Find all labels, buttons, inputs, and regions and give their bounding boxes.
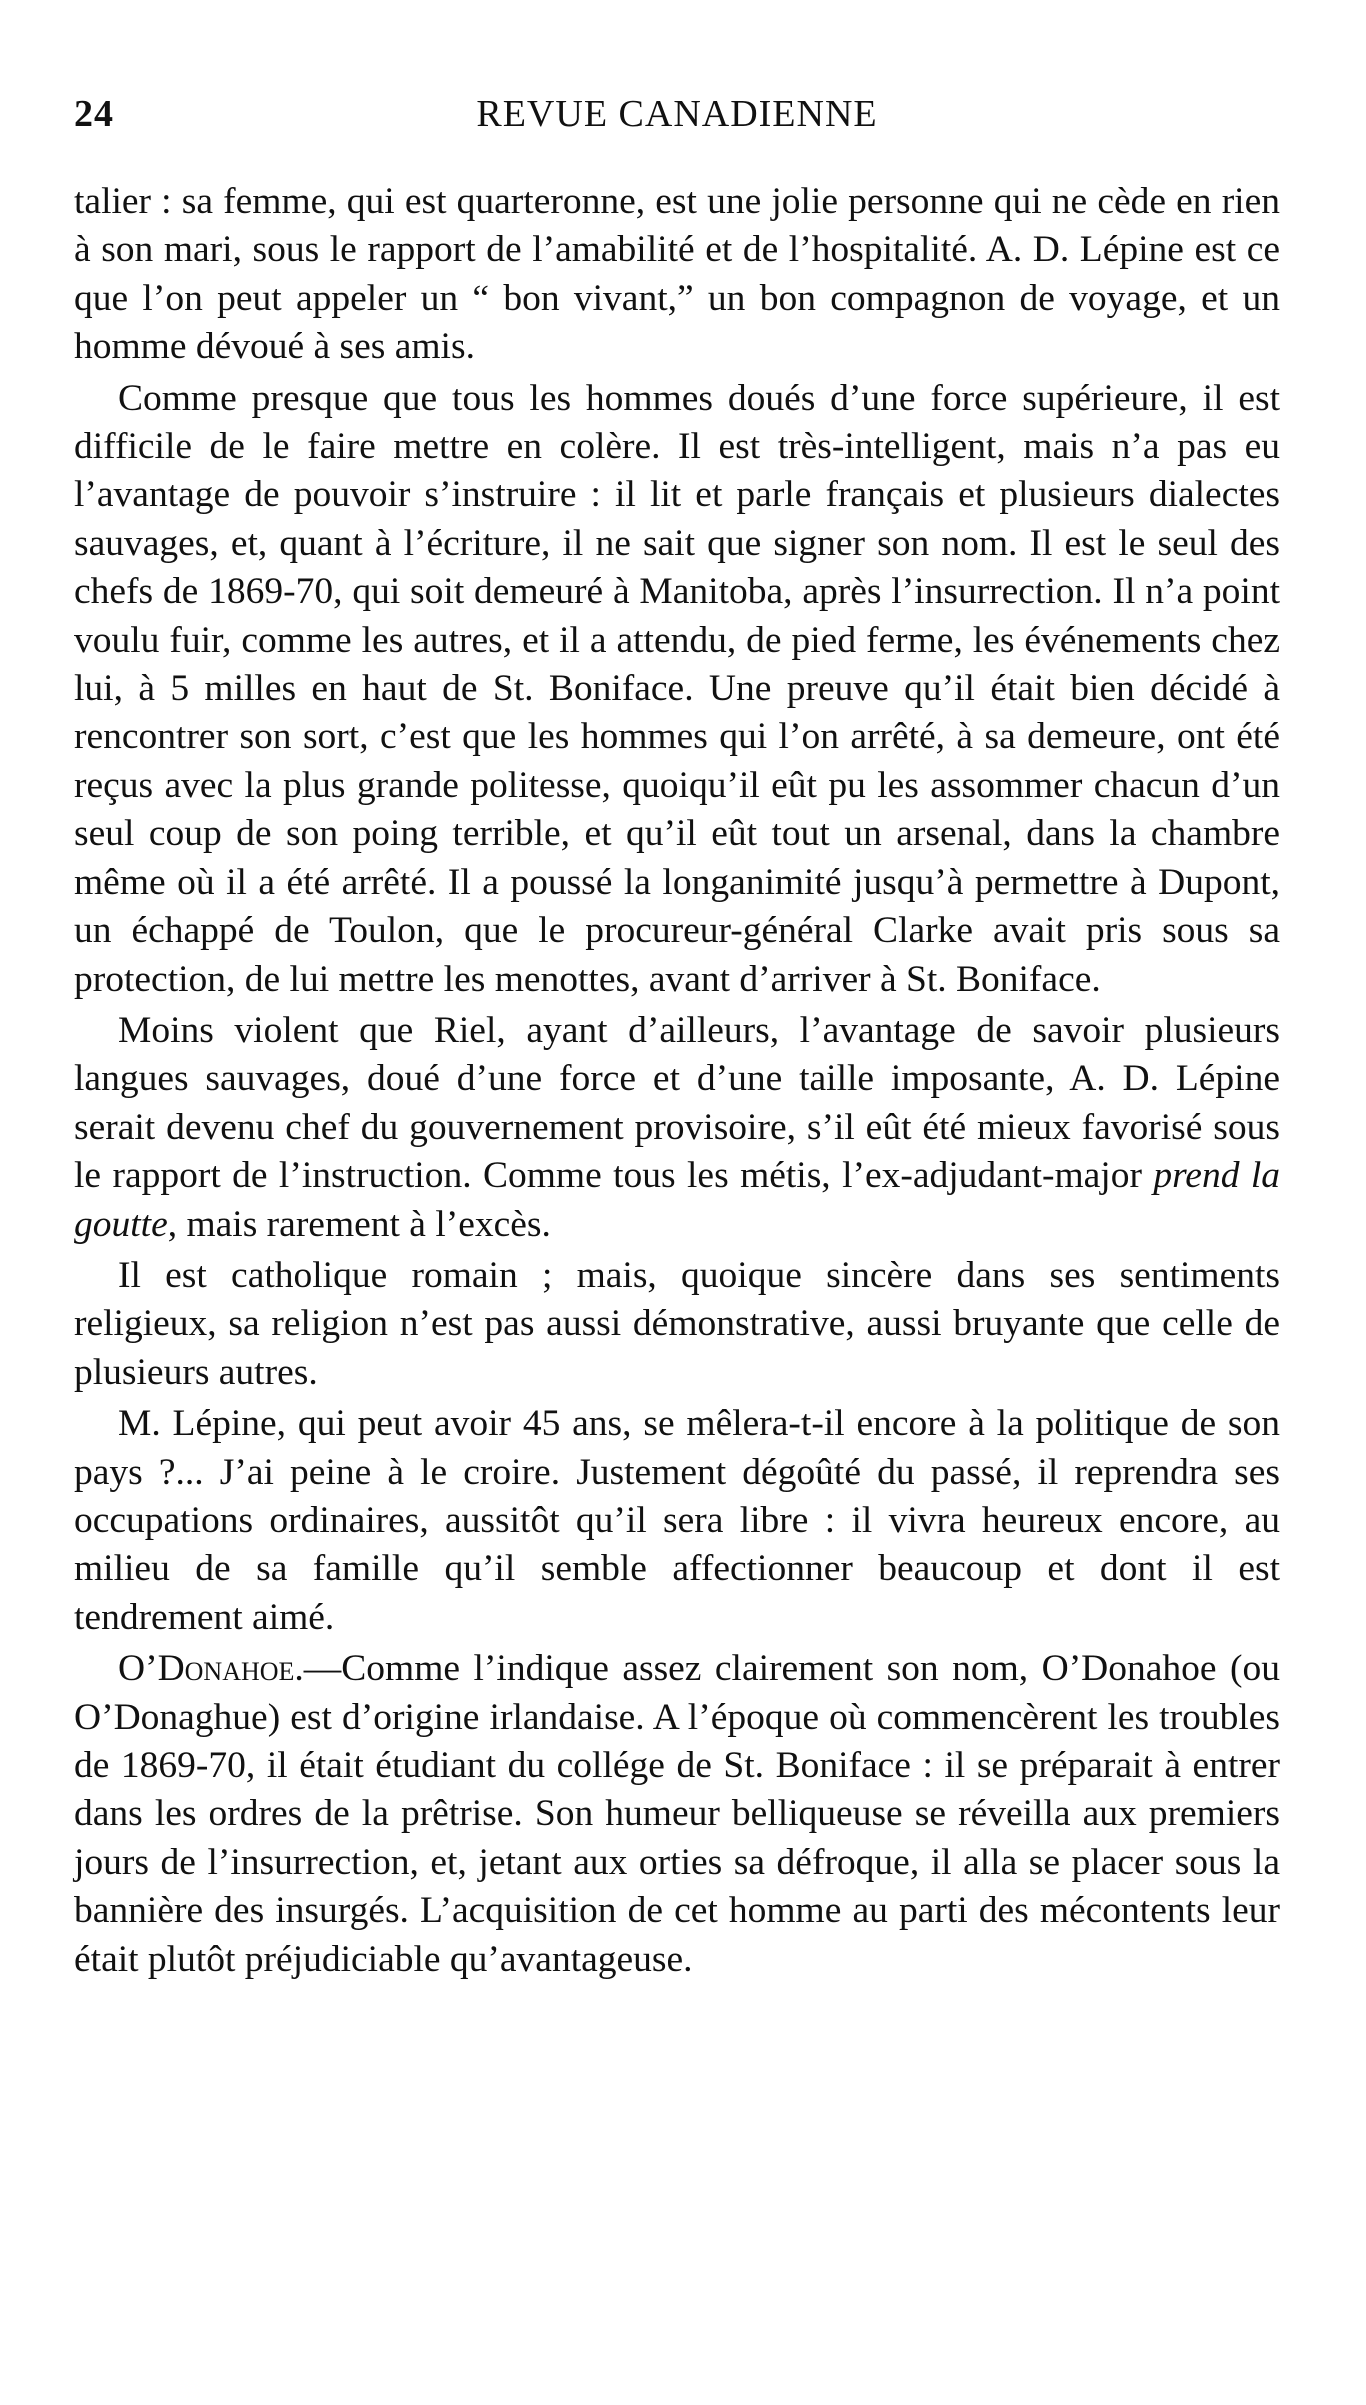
- paragraph-comparison-riel: [74, 1007, 1280, 1249]
- body-text: [74, 178, 1280, 1984]
- page-number: 24: [74, 93, 114, 135]
- italic-phrase: prend la goutte: [74, 1155, 1280, 1245]
- paragraph-text: —Comme l’indique assez clairement son nom, O’Donahoe (ou O’Donaghue) est d’origine irlandaise. A l’époque où commencèrent les troubles de 1869-70, il était étudiant du collége de St. Boniface : il se préparait à entrer dans les ordres de la prêtrise. Son humeur belliqueuse se réveilla aux premiers jours de l’insurrection, et, jetant aux orties sa défroque, il alla se placer sous la bannière des insurgés. L’acquisition de cet homme au parti des mécontents leur était plutôt préjudiciable qu’avantageuse.: [74, 1648, 1280, 1980]
- paragraph-text: , mais rarement à l’excès.: [167, 1203, 551, 1245]
- paragraph-future: M. Lépine, qui peut avoir 45 ans, se mêlera-t-il encore à la politique de son pays ?... J’ai peine à le croire. Justement dégoûté du passé, il reprendra ses occupations ordinaires, aussitôt qu’il sera libre : il vivra heureux encore, au milieu de sa famille qu’il semble affectionner beaucoup et dont il est tendrement aimé.: [74, 1403, 1280, 1638]
- page-header: [74, 92, 1280, 152]
- running-head: REVUE CANADIENNE: [476, 93, 878, 135]
- paragraph-continuation: talier : sa femme, qui est quarteronne, est une jolie personne qui ne cède en rien à son mari, sous le rapport de l’amabilité et de l’hospitalité. A. D. Lépine est ce que l’on peut appeler un “ bon vivant,” un bon compagnon de voyage, et un homme dévoué à ses amis.: [74, 181, 1280, 368]
- paragraph-religion: Il est catholique romain ; mais, quoique sincère dans ses sentiments religieux, sa religion n’est pas aussi démonstrative, aussi bruyante que celle de plusieurs autres.: [74, 1254, 1280, 1393]
- paragraph-odonahoe: [74, 1645, 1280, 1984]
- section-name: O’Donahoe.: [118, 1648, 304, 1690]
- paragraph-character: Comme presque que tous les hommes doués d’une force supérieure, il est difficile de le faire mettre en colère. Il est très-intelligent, mais n’a pas eu l’avantage de pouvoir s’instruire : il lit et parle français et plusieurs dialectes sauvages, et, quant à l’écriture, il ne sait que signer son nom. Il est le seul des chefs de 1869-70, qui soit demeuré à Manitoba, après l’insurrection. Il n’a point voulu fuir, comme les autres, et il a attendu, de pied ferme, les événements chez lui, à 5 milles en haut de St. Boniface. Une preuve qu’il était bien décidé à rencontrer son sort, c’est que les hommes qui l’on arrêté, à sa demeure, ont été reçus avec la plus grande politesse, quoiqu’il eût pu les assommer chacun d’un seul coup de son poing terrible, et qu’il eût tout un arsenal, dans la chambre même où il a été arrêté. Il a poussé la longanimité jusqu’à permettre à Dupont, un échappé de Toulon, que le procureur-général Clarke avait pris sous sa protection, de lui mettre les menottes, avant d’arriver à St. Boniface.: [74, 377, 1280, 1000]
- paragraph-text: Moins violent que Riel, ayant d’ailleurs, l’avantage de savoir plusieurs langues sauvages, doué d’une force et d’une taille imposante, A. D. Lépine serait devenu chef du gouvernement provisoire, s’il eût été mieux favorisé sous le rapport de l’instruction. Comme tous les métis, l’ex-adjudant-major: [74, 1009, 1280, 1197]
